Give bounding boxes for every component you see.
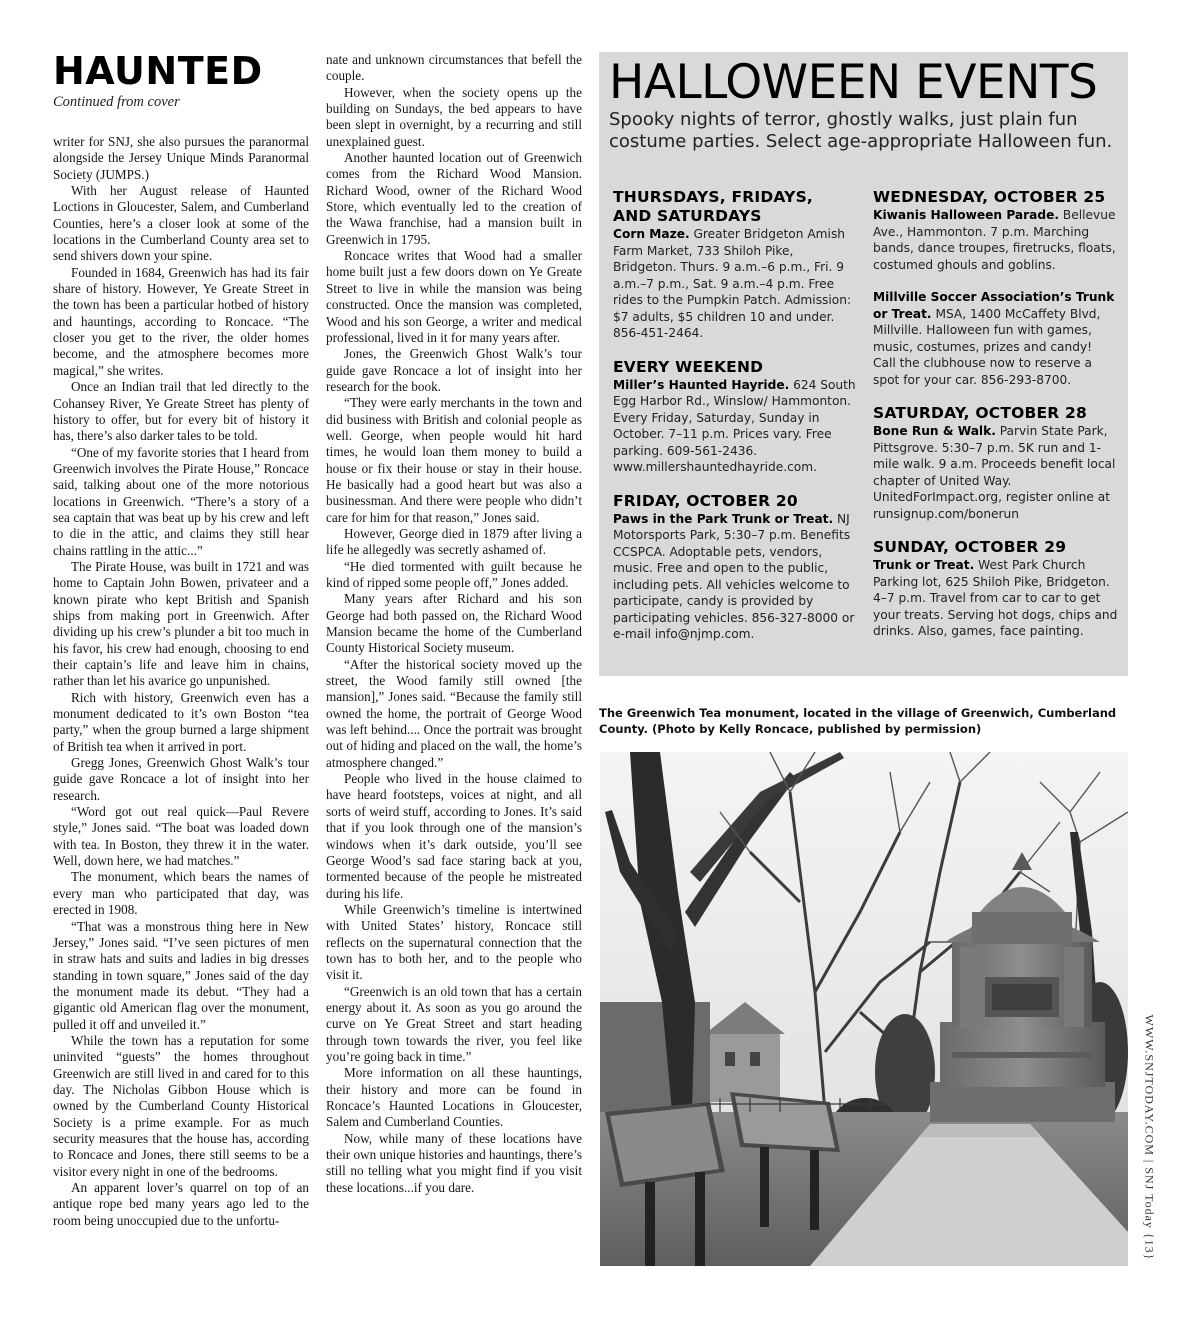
- monument-photo: [600, 752, 1128, 1266]
- paragraph: writer for SNJ, she also pursues the paranormal alongside the Jersey Unique Minds Paranormal Society (JUMPS.): [53, 134, 309, 182]
- paragraph: “They were early merchants in the town and did business with British and colonial people as well. George, when people would hit hard times, he would loan them money to build a house or fix their house or stay in their house. He basically had a good heart but was also a businessman. And there were people who didn’t care for him for that reason,” Jones said.: [326, 395, 582, 525]
- event-day-group: [873, 538, 1118, 640]
- event-description: Greater Bridgeton Amish Farm Market, 733 Shiloh Pike, Bridgeton. Thurs. 9 a.m.–6 p.m., Fri. 9 a.m.–7 p.m., Sat. 9 a.m.–4 p.m. Free rides to the Pumpkin Patch. Admission: $7 adults, $5 children 10 and under. 856-451-2464.: [613, 227, 852, 340]
- halloween-events-box: [599, 52, 1128, 676]
- event-description: MSA, 1400 McCaffety Blvd, Millville. Halloween fun with games, music, costumes, prizes and candy! Call the clubhouse now to reserve a spot for your car. 856-293-8700.: [873, 306, 1101, 387]
- events-title: HALLOWEEN EVENTS: [609, 55, 1098, 110]
- event-item: [873, 289, 1118, 388]
- paragraph: Now, while many of these locations have their own unique histories and hauntings, there’s still no telling what you might find if you visit these locations...if you dare.: [326, 1130, 582, 1195]
- event-description: West Park Church Parking lot, 625 Shiloh Pike, Bridgeton. 4–7 p.m. Travel from car to car to get your treats. Serving hot dogs, chips and drinks. Also, games, face painting.: [873, 558, 1118, 638]
- paragraph: Jones, the Greenwich Ghost Walk’s tour guide gave Roncace a lot of insight into her research for the book.: [326, 346, 582, 394]
- article-column-2: [326, 52, 582, 1274]
- paragraph: Once an Indian trail that led directly to the Cohansey River, Ye Greate Street has plenty of history to offer, but for every bit of history it has, there’s also darker tales to be told.: [53, 379, 309, 444]
- events-column-2: [873, 188, 1118, 656]
- paragraph: “One of my favorite stories that I heard from Greenwich involves the Pirate House,” Roncace said, talking about one of the more notorious locations in Greenwich. “There’s a story of a sea captain that was beat up by his crew and left to die in the attic, and claims they still hear chains rattling in the attic...”: [53, 444, 309, 558]
- event-description: Parvin State Park, Pittsgrove. 5:30–7 p.m. 5K run and 1-mile walk. 9 a.m. Proceeds benefit local chapter of United Way. UnitedForImpact.org, register online at runsignup.com/bonerun: [873, 424, 1116, 521]
- event-item: [613, 511, 857, 643]
- events-subtitle: Spooky nights of terror, ghostly walks, just plain fun costume parties. Select age-appropriate Halloween fun.: [609, 109, 1113, 152]
- event-day-group: [613, 492, 857, 643]
- article-subtitle: Continued from cover: [53, 94, 180, 110]
- paragraph: “Greenwich is an old town that has a certain energy about it. As soon as you go around the curve on Ye Great Street and start heading through town towards the river, you feel like you’re going back in time.”: [326, 983, 582, 1064]
- paragraph: However, George died in 1879 after living a life he allegedly was secretly ashamed of.: [326, 525, 582, 558]
- paragraph: While Greenwich’s timeline is intertwined with United States’ history, Roncace still reflects on the supernatural connection that the town has to both her, and to the people who visit it.: [326, 901, 582, 983]
- event-day-heading: THURSDAYS, FRIDAYS, AND SATURDAYS: [613, 188, 814, 225]
- page-folio: [1134, 1000, 1156, 1270]
- paragraph: “After the historical society moved up the street, the Wood family still owned [the mansion],” Jones said. “Because the family still owned the home, the portrait of George Wood was left behind.... Once the portrait was brought out of hiding and placed on the wall, the home’s atmosphere changed.”: [326, 656, 582, 770]
- event-day-heading: EVERY WEEKEND: [613, 357, 764, 376]
- paragraph: However, when the society opens up the building on Sundays, the bed appears to have been slept in overnight, by a recurring and still unexplained guest.: [326, 84, 582, 149]
- event-day-heading: WEDNESDAY, OCTOBER 25: [873, 188, 1106, 206]
- paragraph: With her August release of Haunted Loctions in Gloucester, Salem, and Cumberland Counties, here’s a closer look at some of the locations in the Cumberland County area set to send shivers down your spine.: [53, 183, 309, 264]
- paragraph: Roncace writes that Wood had a smaller home built just a few doors down on Ye Greate Street to live in while the mansion was being constructed. Once the mansion was completed, Wood and his son George, a writer and medical professional, lived in it for many years after.: [326, 248, 582, 345]
- article-title: HAUNTED: [53, 49, 263, 93]
- paragraph: Another haunted location out of Greenwich comes from the Richard Wood Mansion. Richard Wood, owner of the Richard Wood Store, which eventually led to the creation of the Wawa franchise, had a mansion built in Greenwich in 1795.: [326, 150, 582, 247]
- event-name: Corn Maze.: [613, 227, 690, 241]
- event-description: Bellevue Ave., Hammonton. 7 p.m. Marching bands, dance troupes, firetrucks, floats, costumed ghouls and goblins.: [873, 208, 1116, 272]
- monument-photo-illustration: [600, 752, 1128, 1266]
- event-day-heading: FRIDAY, OCTOBER 20: [613, 491, 798, 510]
- paragraph: Many years after Richard and his son George had both passed on, the Richard Wood Mansion became the home of the Cumberland County Historical Society museum.: [326, 591, 582, 656]
- paragraph: Founded in 1684, Greenwich has had its fair share of history. However, Ye Greate Street in the town has been a particular hotbed of history and hauntings, according to Roncace. “The closer you get to the river, the older homes become, and the atmosphere becomes more magical,” she writes.: [53, 264, 309, 378]
- event-day-group: [873, 188, 1118, 388]
- event-item: [613, 226, 857, 342]
- paragraph: “That was a monstrous thing here in New Jersey,” Jones said. “I’ve seen pictures of men in straw hats and suits and ladies in big dresses standing in town square,” Jones said of the day the monument made its debut. “They had a gigantic old American flag over the monument, pulled it off and unveiled it.”: [53, 918, 309, 1032]
- paragraph: Gregg Jones, Greenwich Ghost Walk’s tour guide gave Roncace a lot of insight into her research.: [53, 755, 309, 803]
- event-description: 624 South Egg Harbor Rd., Winslow/ Hammonton. Every Friday, Saturday, Sunday in October. 7–11 p.m. Prices vary. Free parking. 609-561-2436. www.millershauntedhayride.com.: [613, 377, 856, 474]
- photo-caption: The Greenwich Tea monument, located in the village of Greenwich, Cumberland County. (Photo by Kelly Roncace, published by permission): [599, 706, 1117, 736]
- paragraph: An apparent lover’s quarrel on top of an antique rope bed many years ago led to the room being unoccupied due to the unfortu-: [53, 1180, 309, 1228]
- paragraph: “Word got out real quick—Paul Revere style,” Jones said. “The boat was loaded down with tea. In Boston, they threw it in the water. Well, down here, we had matches.”: [53, 804, 309, 869]
- event-name: Paws in the Park Trunk or Treat.: [613, 511, 834, 526]
- paragraph: More information on all these hauntings, their history and more can be found in Roncace’s Haunted Locations in Gloucester, Salem and Cumberland Counties.: [326, 1065, 582, 1130]
- event-item: [613, 377, 857, 476]
- paragraph: Rich with history, Greenwich even has a monument dedicated to it’s own Boston “tea party,” when the group burned a large shipment of British tea when it arrived in port.: [53, 689, 309, 754]
- event-name: Bone Run & Walk.: [873, 424, 996, 438]
- event-description: NJ Motorsports Park, 5:30–7 p.m. Benefits CCSPCA. Adoptable pets, vendors, music. Free and open to the public, including pets. All vehicles welcome to participate, candy is provided by participating vehicles. 856-327-8000 or e-mail info@njmp.com.: [613, 511, 855, 641]
- paragraph: The monument, which bears the names of every man who participated that day, was erected in 1908.: [53, 869, 309, 918]
- article-column-1: [53, 134, 309, 1274]
- event-name: Millville Soccer Association’s Trunk or Treat.: [873, 290, 1115, 321]
- paragraph: While the town has a reputation for some uninvited “guests” the homes throughout Greenwich are still lived in and cared for to this day. The Nicholas Gibbon House which is owned by the Cumberland County Historical Society is a prime example. For as much security measures that the house has, according to Roncace and Jones, there still seems to be a visitor every night in one of the bedrooms.: [53, 1032, 309, 1179]
- event-item: [873, 423, 1118, 522]
- paragraph: People who lived in the house claimed to have heard footsteps, voices at night, and all sorts of weird stuff, according to Jones. It’s said that if you look through one of the mansion’s windows when it’s dark outside, you’ll see George Wood’s sad face staring back at you, tormented because of the people he mistreated during his life.: [326, 771, 582, 901]
- event-name: Trunk or Treat.: [873, 558, 975, 572]
- event-name: Miller’s Haunted Hayride.: [613, 377, 790, 392]
- paragraph: The Pirate House, was built in 1721 and was home to Captain John Bowen, privateer and a known pirate who kept British and Spanish ships from making port in Greenwich. After dividing up his crew’s plunder a bit too much in his favor, his crew had enough, choosing to end their captain’s life and leave him in chains, rather than let his avarice go unpunished.: [53, 558, 309, 689]
- paragraph: nate and unknown circumstances that befell the couple.: [326, 52, 582, 84]
- event-day-group: [873, 404, 1118, 522]
- event-day-group: [613, 358, 857, 476]
- event-item: [873, 557, 1118, 640]
- event-item: [873, 207, 1118, 273]
- event-day-group: [613, 188, 857, 342]
- event-name: Kiwanis Halloween Parade.: [873, 208, 1060, 222]
- paragraph: “He died tormented with guilt because he kind of ripped some people off,” Jones added.: [326, 558, 582, 590]
- event-day-heading: SATURDAY, OCTOBER 28: [873, 404, 1087, 422]
- event-day-heading: SUNDAY, OCTOBER 29: [873, 538, 1067, 556]
- events-column-1: [613, 188, 857, 659]
- folio-text: WWW.SNJTODAY.COM | SNJ Today {13}: [1142, 1014, 1157, 1261]
